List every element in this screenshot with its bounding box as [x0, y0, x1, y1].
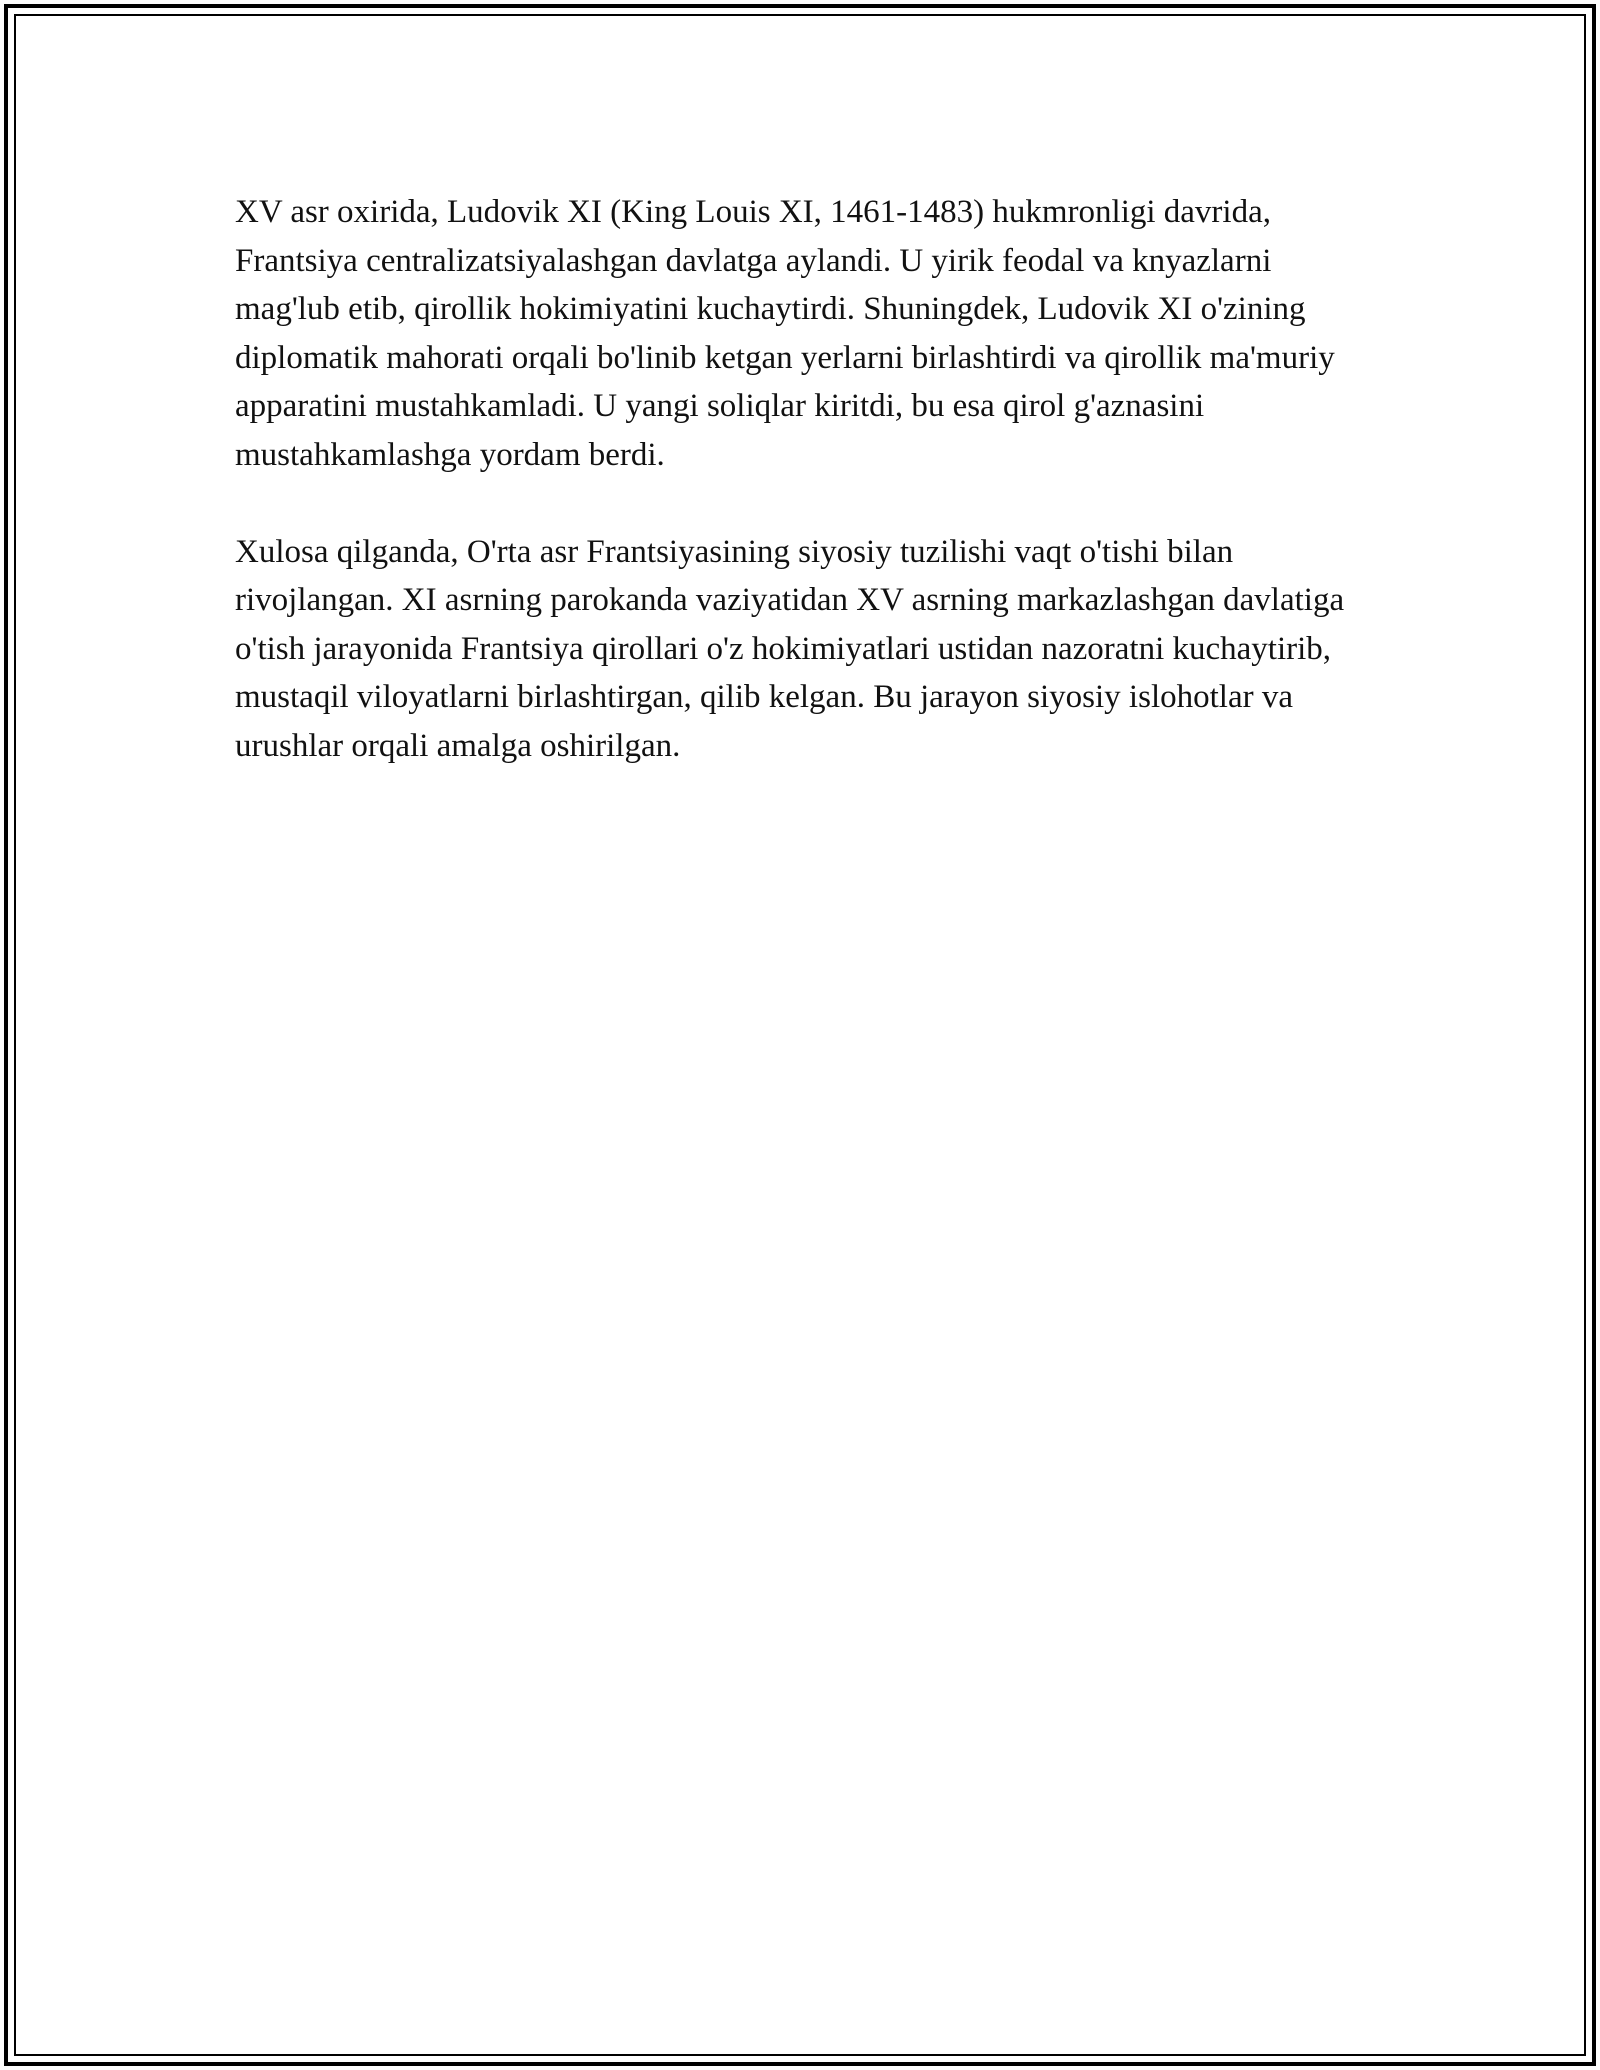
document-body	[235, 188, 1360, 819]
paragraph-conclusion: Xulosa qilganda, O'rta asr Frantsiyasining siyosiy tuzilishi vaqt o'tishi bilan rivojlangan. XI asrning parokanda vaziyatidan XV asrning markazlashgan davlatiga o'tish jarayonida Frantsiya qirollari o'z hokimiyatlari ustidan nazoratni kuchaytirib, mustaqil viloyatlarni birlashtirgan, qilib kelgan. Bu jarayon siyosiy islohotlar va urushlar orqali amalga oshirilgan.	[235, 533, 1345, 764]
paragraph-louis-xi: XV asr oxirida, Ludovik XI (King Louis XI, 1461-1483) hukmronligi davrida, Frantsiya centralizatsiyalashgan davlatga aylandi. U yirik feodal va knyazlarni mag'lub etib, qirollik hokimiyatini kuchaytirdi. Shuningdek, Ludovik XI o'zining diplomatik mahorati orqali bo'linib ketgan yerlarni birlashtirdi va qirollik ma'muriy apparatini mustahkamladi. U yangi soliqlar kiritdi, bu esa qirol g'aznasini mustahkamlashga yordam berdi.	[235, 194, 1335, 473]
